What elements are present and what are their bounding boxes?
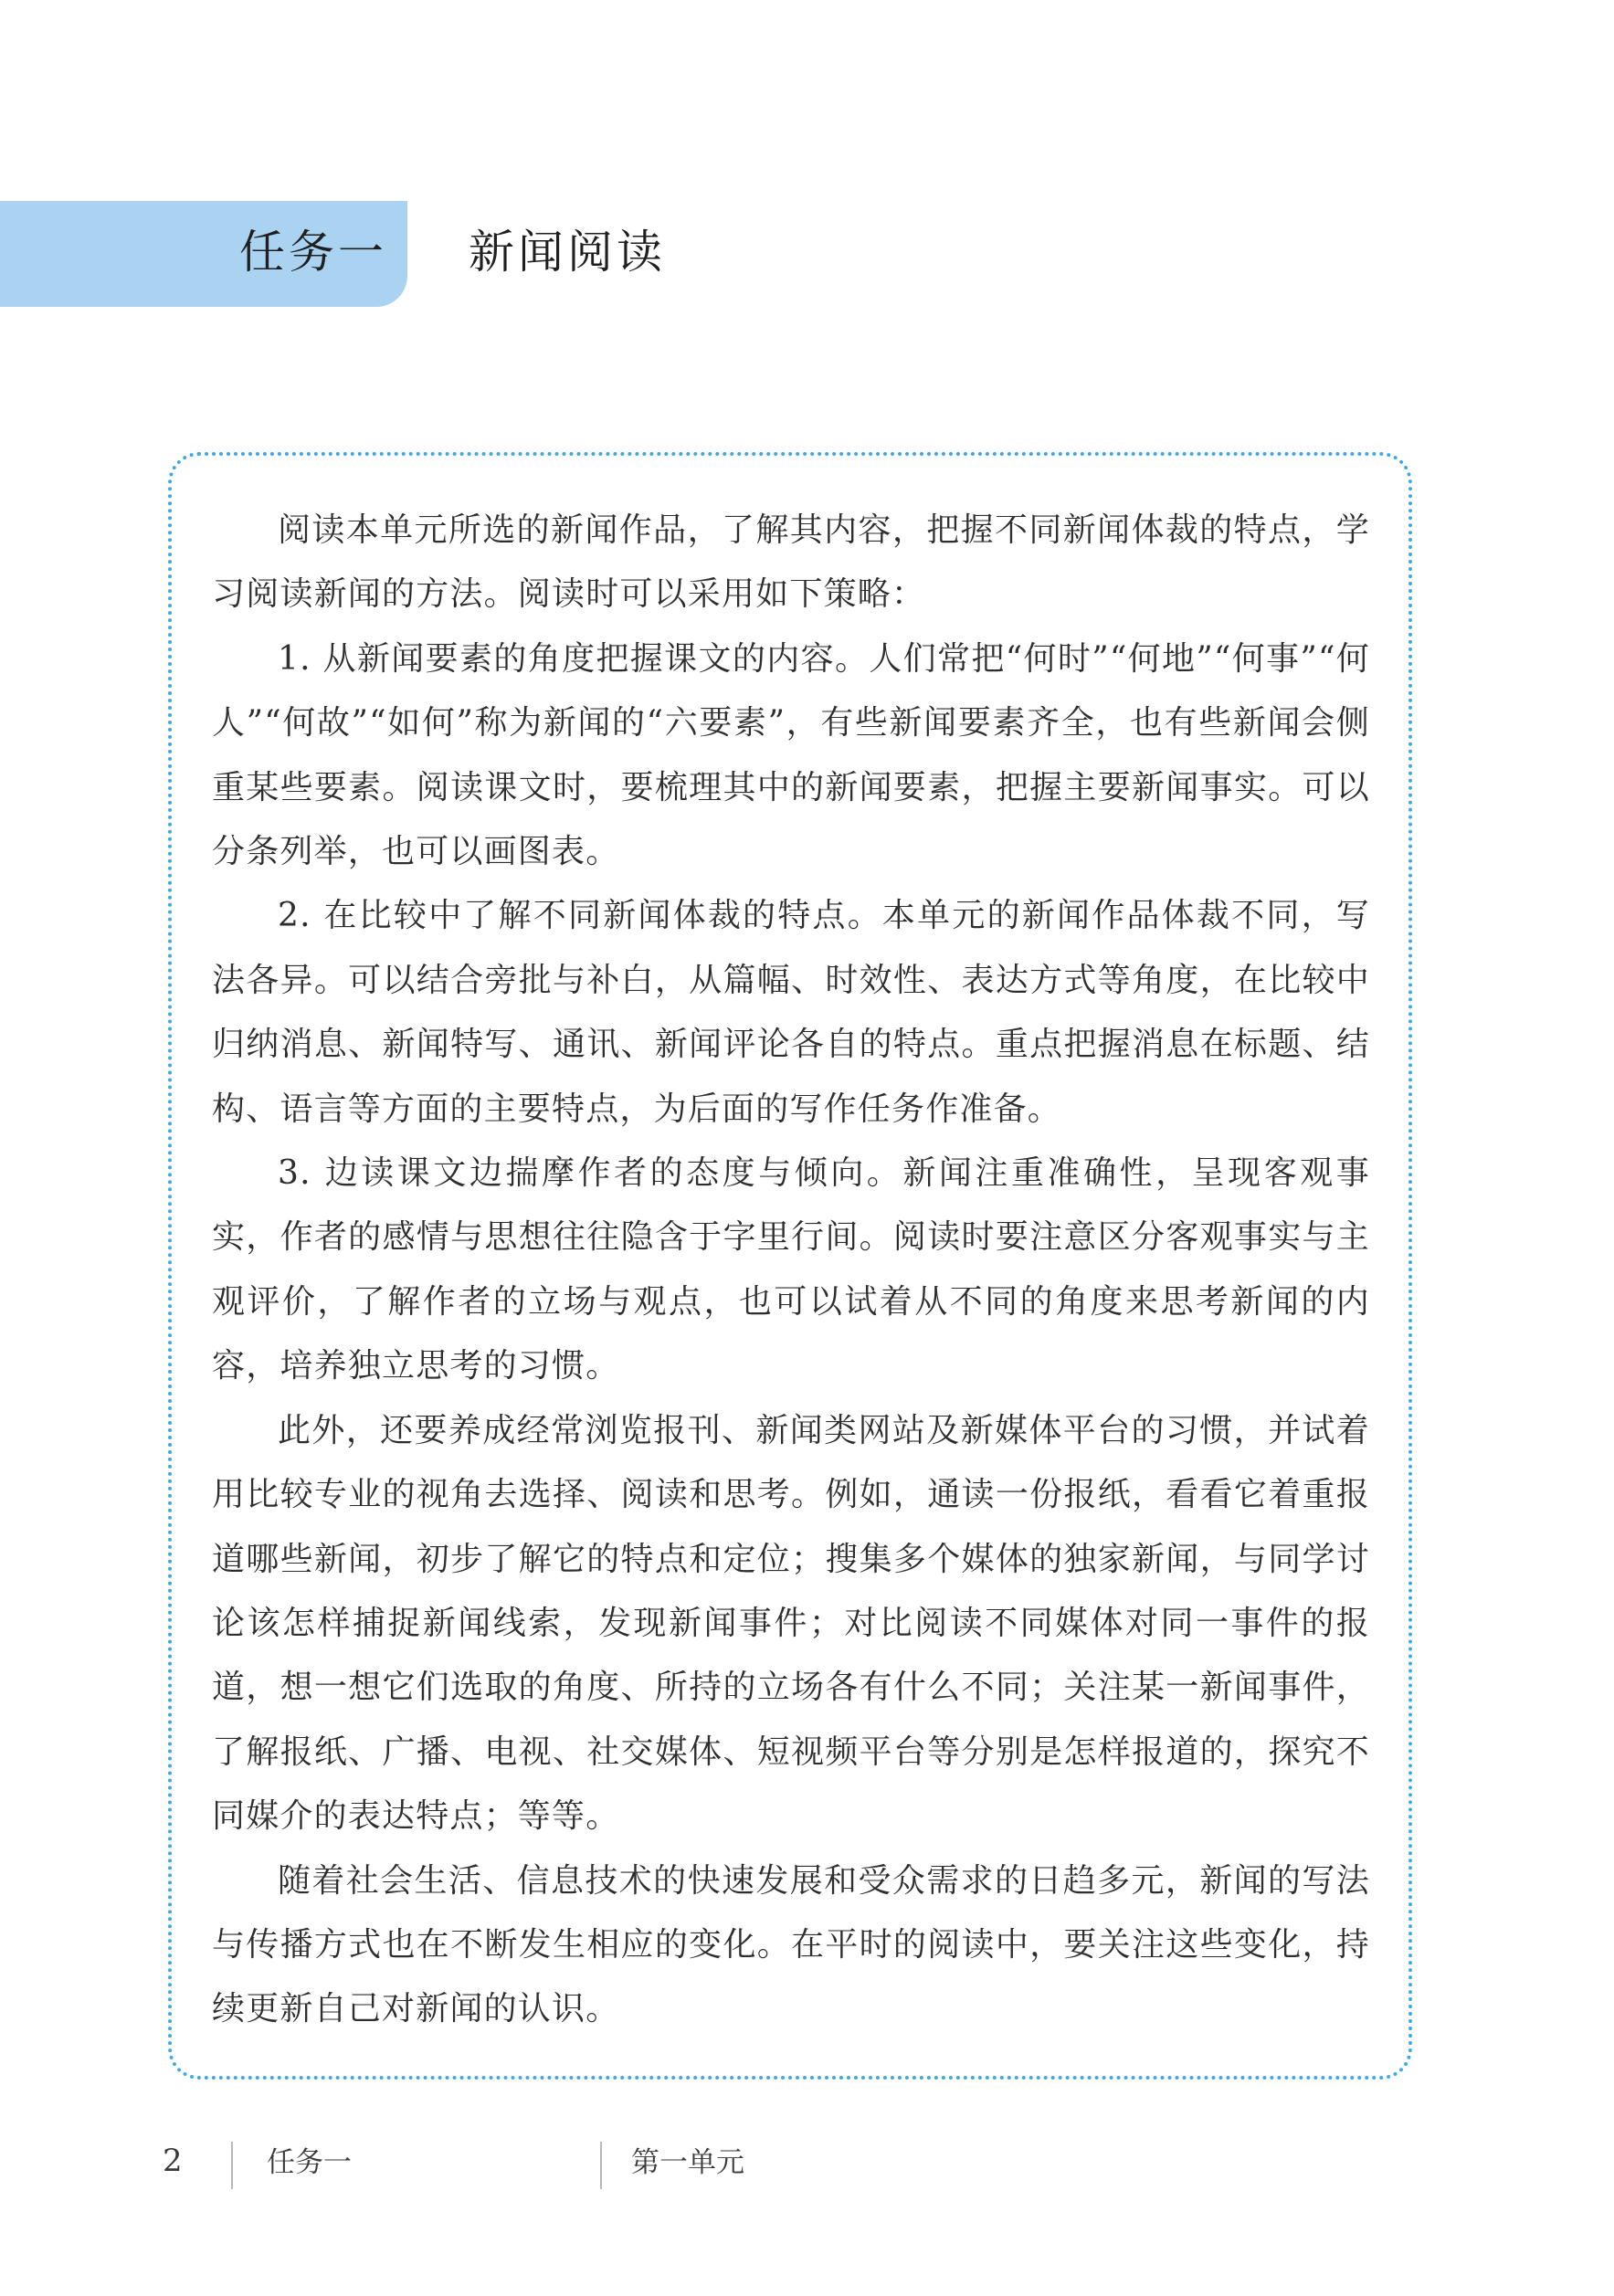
footer-unit-label: 第一单元 xyxy=(631,2146,744,2179)
paragraph-strategy-1: 1. 从新闻要素的角度把握课文的内容。人们常把“何时”“何地”“何事”“何人”“何故”“如何”称为新闻的“六要素”，有些新闻要素齐全，也有些新闻会侧重某些要素。阅读课文时，要梳理其中的新闻要素，把握主要新闻事实。可以分条列举，也可以画图表。 xyxy=(212,639,1370,871)
footer-task-label: 任务一 xyxy=(267,2146,352,2179)
page-title: 新闻阅读 xyxy=(469,226,666,279)
paragraph-strategy-3: 3. 边读课文边揣摩作者的态度与倾向。新闻注重准确性，呈现客观事实，作者的感情与思想往往隐含于字里行间。阅读时要注意区分客观事实与主观评价，了解作者的立场与观点，也可以试着从不同的角度来思考新闻的内容，培养独立思考的习惯。 xyxy=(212,1154,1370,1385)
footer-divider xyxy=(600,2142,602,2189)
paragraph-habits: 此外，还要养成经常浏览报刊、新闻类网站及新媒体平台的习惯，并试着用比较专业的视角去选择、阅读和思考。例如，通读一份报纸，看看它着重报道哪些新闻，初步了解它的特点和定位；搜集多个媒体的独家新闻，与同学讨论该怎样捕捉新闻线索，发现新闻事件；对比阅读不同媒体对同一事件的报道，想一想它们选取的角度、所持的立场各有什么不同；关注某一新闻事件，了解报纸、广播、电视、社交媒体、短视频平台等分别是怎样报道的，探究不同媒介的表达特点；等等。 xyxy=(212,1411,1370,1836)
paragraph-strategy-2: 2. 在比较中了解不同新闻体裁的特点。本单元的新闻作品体裁不同，写法各异。可以结合旁批与补白，从篇幅、时效性、表达方式等角度，在比较中归纳消息、新闻特写、通讯、新闻评论各自的特点。重点把握消息在标题、结构、语言等方面的主要特点，为后面的写作任务作准备。 xyxy=(212,897,1370,1128)
paragraph-intro: 阅读本单元所选的新闻作品，了解其内容，把握不同新闻体裁的特点，学习阅读新闻的方法。阅读时可以采用如下策略： xyxy=(212,511,1370,614)
instruction-text xyxy=(212,499,1370,2042)
task-tab-label: 任务一 xyxy=(239,226,387,279)
page-number: 2 xyxy=(163,2143,183,2179)
footer-divider xyxy=(231,2142,233,2189)
paragraph-conclusion: 随着社会生活、信息技术的快速发展和受众需求的日趋多元，新闻的写法与传播方式也在不断发生相应的变化。在平时的阅读中，要关注这些变化，持续更新自己对新闻的认识。 xyxy=(212,1861,1370,2028)
